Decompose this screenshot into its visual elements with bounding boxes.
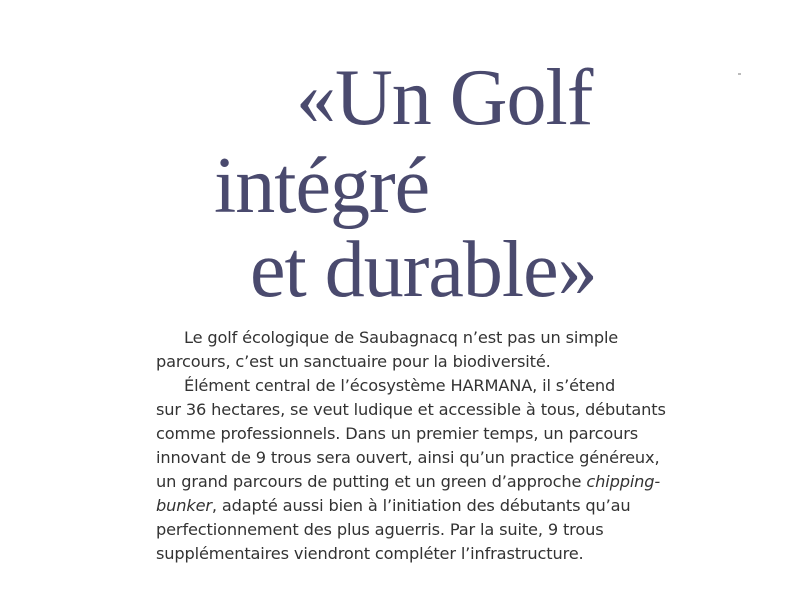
body-line: supplémentaires viendront compléter l’infrastructure.	[156, 544, 584, 563]
body-line-with-italic	[156, 494, 676, 518]
body-line: comme professionnels. Dans un premier temps, un parcours	[156, 424, 638, 443]
body-line: Élément central de l’écosystème HARMANA, il s’étend	[184, 376, 616, 395]
headline-line-2: intégré	[214, 142, 430, 230]
body-line: Le golf écologique de Saubagnacq n’est pas un simple	[184, 328, 619, 347]
headline-line-1: «Un Golf	[296, 54, 593, 142]
body-line-with-italic	[156, 470, 676, 494]
body-text-segment: , adapté aussi bien à l’initiation des débutants qu’au	[211, 496, 631, 515]
body-line: parcours, c’est un sanctuaire pour la biodiversité.	[156, 352, 551, 371]
article-body	[156, 326, 676, 566]
body-line: perfectionnement des plus aguerris. Par la suite, 9 trous	[156, 520, 604, 539]
body-text-segment: un grand parcours de putting et un green d’approche	[156, 472, 587, 491]
italic-term: bunker	[156, 496, 212, 515]
scan-speck	[738, 73, 741, 75]
body-line: sur 36 hectares, se veut ludique et accessible à tous, débutants	[156, 400, 666, 419]
italic-term: chipping-	[586, 472, 661, 491]
headline-line-3: et durable»	[250, 226, 597, 314]
body-line: innovant de 9 trous sera ouvert, ainsi qu’un practice généreux,	[156, 448, 660, 467]
